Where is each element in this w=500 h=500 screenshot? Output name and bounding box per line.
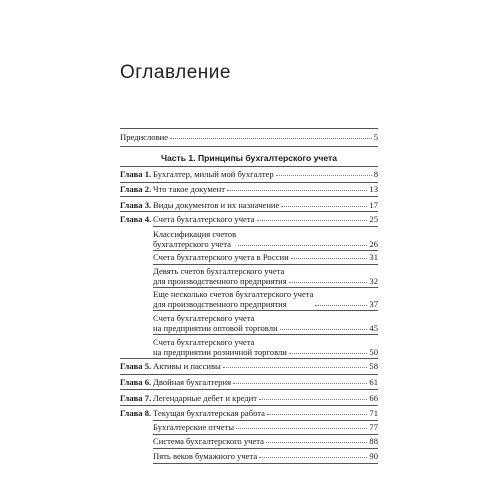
- toc-subentry-line: на предприятии оптовой торговли: [153, 323, 278, 333]
- toc-subentry-line: Счета бухгалтерского учета: [153, 337, 255, 347]
- toc-entry-title: Предисловие: [120, 132, 169, 142]
- toc-subentry[interactable]: [153, 252, 378, 262]
- divider: [153, 420, 378, 421]
- divider: [120, 374, 378, 375]
- toc-entry-page: 17: [369, 200, 378, 210]
- toc-subentry-line: Классификация счетов: [153, 229, 237, 239]
- chapter-label: Глава 5.: [120, 361, 152, 371]
- chapter-label: Глава 6.: [120, 377, 152, 387]
- chapter-label: Глава 7.: [120, 393, 152, 403]
- divider: [153, 250, 378, 251]
- toc-entry-chapter-7[interactable]: [120, 393, 378, 403]
- chapter-label: Глава 8.: [120, 408, 152, 418]
- toc-entry-page: 26: [369, 239, 378, 249]
- toc-entry-preface[interactable]: [120, 132, 378, 142]
- toc-entry-page: 71: [369, 408, 378, 418]
- toc-subentry-line: бухгалтерского учета: [153, 239, 231, 249]
- toc-entry-page: 13: [369, 184, 378, 194]
- toc-entry-page: 66: [369, 393, 378, 403]
- divider: [120, 405, 378, 406]
- toc-entry-page: 90: [369, 451, 378, 461]
- toc-entry-page: 25: [369, 214, 378, 224]
- chapter-label: Глава 3.: [120, 200, 152, 210]
- divider: [153, 334, 378, 335]
- chapter-label: Глава 4.: [120, 214, 152, 224]
- toc-subentry[interactable]: [153, 313, 378, 333]
- divider: [153, 226, 378, 227]
- toc-entry-chapter-8[interactable]: [120, 408, 378, 418]
- toc-entry-title: Бухгалтерские отчеты: [153, 422, 235, 432]
- divider: [120, 358, 378, 359]
- toc-subentry-line: для производственного предприятия: [153, 276, 287, 286]
- toc-entry-title: Счета бухгалтерского учета: [153, 214, 255, 224]
- toc-entry-title: Двойная бухгалтерия: [153, 377, 232, 387]
- toc-entry-title: Активы и пассивы: [153, 361, 221, 371]
- toc-entry-page: 45: [369, 323, 378, 333]
- toc-subentry-line: Счета бухгалтерского учета: [153, 313, 255, 323]
- toc-entry-chapter-2[interactable]: [120, 184, 378, 194]
- toc-subentry[interactable]: [153, 451, 378, 461]
- divider: [120, 196, 378, 197]
- chapter-label: Глава 2.: [120, 184, 152, 194]
- divider: [153, 264, 378, 265]
- divider: [153, 310, 378, 311]
- toc-subentry-line: Еще несколько счетов бухгалтерского учета: [153, 289, 314, 299]
- divider: [120, 211, 378, 212]
- divider: [120, 146, 378, 147]
- toc-entry-title: Счета бухгалтерского учета в России: [153, 252, 289, 262]
- toc-entry-page: 61: [369, 377, 378, 387]
- toc-subentry[interactable]: [153, 266, 378, 286]
- toc-entry-chapter-5[interactable]: [120, 361, 378, 371]
- toc-entry-title: Что такое документ: [153, 184, 225, 194]
- toc-subentry[interactable]: [153, 289, 378, 309]
- toc-entry-title: Виды документов и их назначение: [153, 200, 280, 210]
- toc-subentry[interactable]: [153, 436, 378, 446]
- toc-subentry[interactable]: [153, 422, 378, 432]
- toc-entry-page: 50: [369, 347, 378, 357]
- toc-entry-page: 5: [373, 132, 378, 142]
- toc-entry-title: Легендарные дебет и кредит: [153, 393, 258, 403]
- toc-subentry-line: на предприятии розничной торговли: [153, 347, 287, 357]
- toc-entry-chapter-1[interactable]: [120, 169, 378, 179]
- toc-entry-page: 58: [369, 361, 378, 371]
- toc-subentry[interactable]: [153, 229, 378, 249]
- toc-entry-chapter-4[interactable]: [120, 214, 378, 224]
- divider: [120, 182, 378, 183]
- toc-entry-title: Система бухгалтерского учета: [153, 436, 264, 446]
- toc-entry-chapter-3[interactable]: [120, 200, 378, 210]
- chapter-label: Глава 1.: [120, 169, 152, 179]
- page-title: Оглавление: [120, 62, 231, 83]
- toc-entry-chapter-6[interactable]: [120, 377, 378, 387]
- divider: [153, 463, 378, 464]
- toc-subentry-line: для производственного предприятия: [153, 299, 287, 309]
- toc-subentry-line: Девять счетов бухгалтерского учета: [153, 266, 285, 276]
- divider: [153, 287, 378, 288]
- toc-entry-page: 8: [373, 169, 378, 179]
- toc-entry-page: 32: [369, 276, 378, 286]
- toc-entry-page: 77: [369, 422, 378, 432]
- toc-entry-title: Текущая бухгалтерская работа: [153, 408, 265, 418]
- divider: [153, 434, 378, 435]
- divider: [120, 389, 378, 390]
- toc-entry-page: 88: [369, 436, 378, 446]
- toc-subentry[interactable]: [153, 337, 378, 357]
- toc-entry-title: Бухгалтер, милый мой бухгалтер: [153, 169, 274, 179]
- toc-entry-page: 31: [369, 252, 378, 262]
- toc-entry-page: 37: [369, 299, 378, 309]
- divider: [120, 128, 378, 129]
- divider: [120, 166, 378, 167]
- part-heading: Часть 1. Принципы бухгалтерского учета: [160, 153, 338, 163]
- toc-entry-title: Пять веков бумажного учета: [153, 451, 258, 461]
- divider: [153, 448, 378, 449]
